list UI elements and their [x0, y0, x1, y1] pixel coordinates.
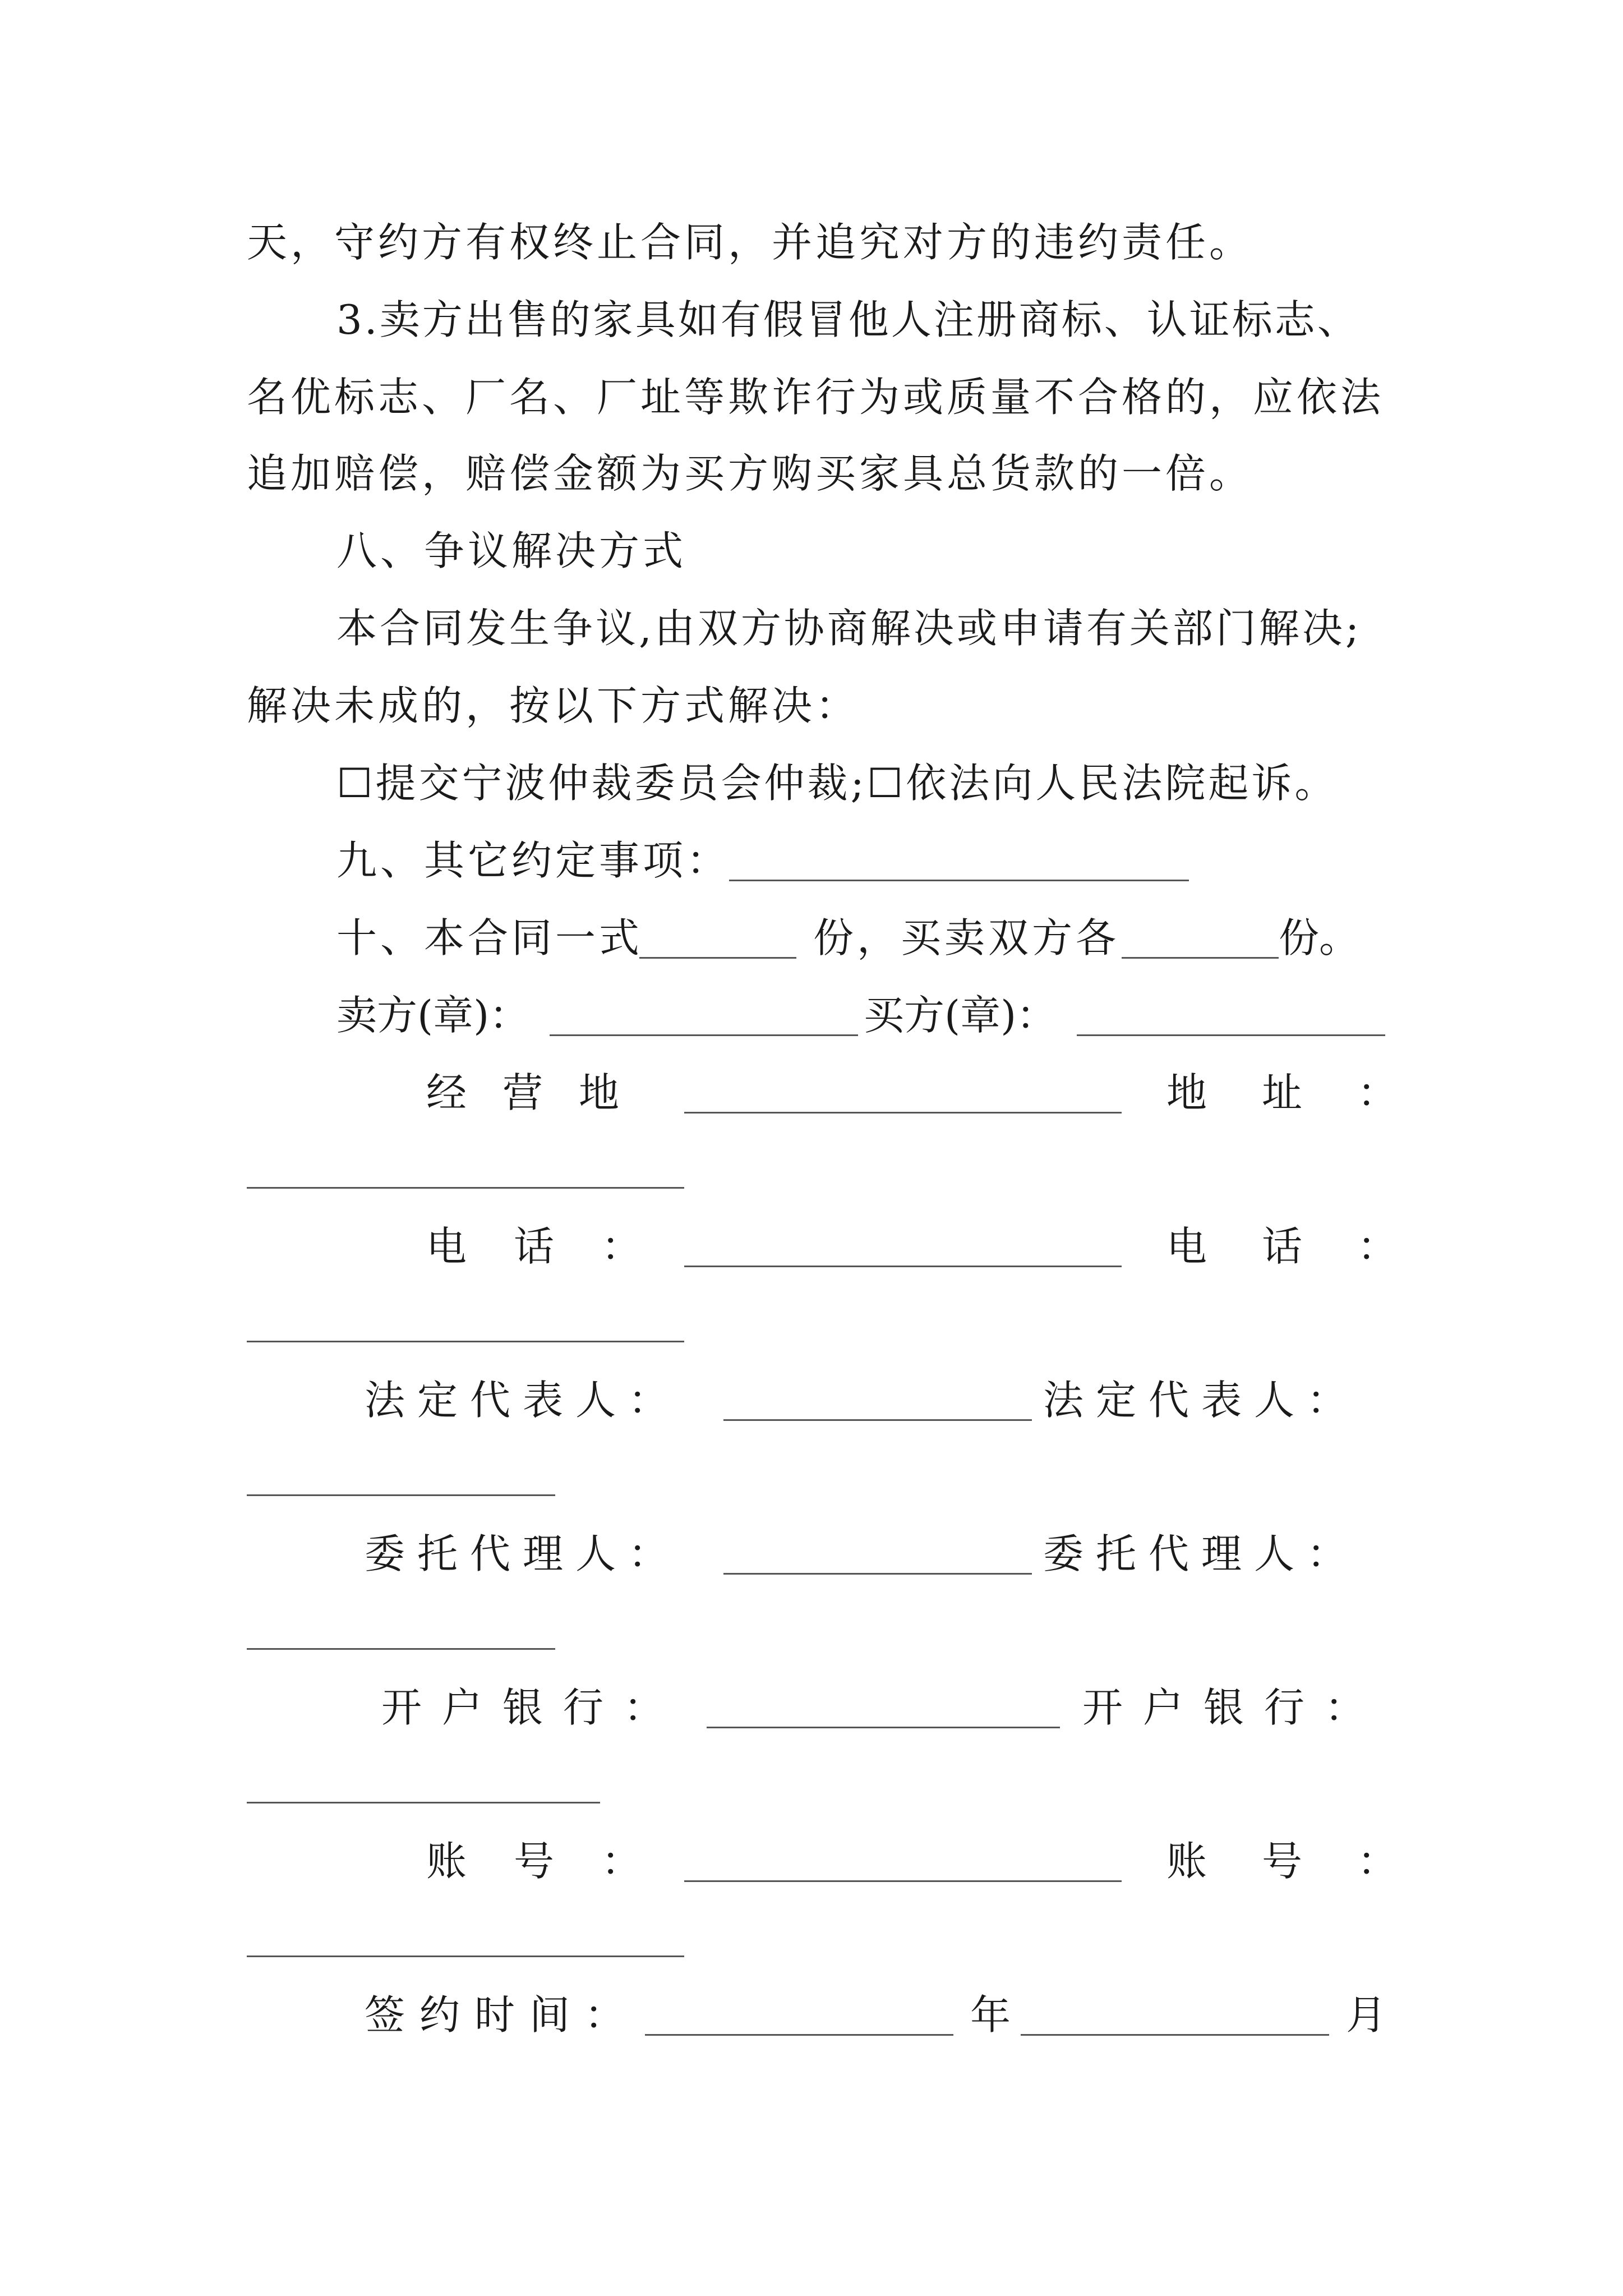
- legal-rep-label-right: 法定代表人：: [1043, 1377, 1360, 1424]
- legal-rep-label-left: 法定代表人：: [365, 1377, 681, 1424]
- phone-blank-left[interactable]: [684, 1266, 1122, 1267]
- clause-text-line: 名优标志、厂名、厂址等欺诈行为或质量不合格的，应依法: [247, 374, 1385, 421]
- signing-month-label: 月: [1346, 1991, 1387, 2039]
- agent-label-right: 委托代理人：: [1043, 1530, 1360, 1577]
- seller-seal-blank[interactable]: [550, 1034, 858, 1036]
- copies-mid: 份，买卖双方各: [813, 914, 1120, 961]
- signing-year-label: 年: [970, 1991, 1011, 2039]
- bank-blank-right[interactable]: [247, 1802, 600, 1803]
- clause-3-line: 3.卖方出售的家具如有假冒他人注册商标、认证标志、: [336, 296, 1360, 343]
- copies-total-blank[interactable]: [639, 957, 796, 959]
- account-label-right: 账号：: [1166, 1838, 1453, 1885]
- clause-text-line: 追加赔偿，赔偿金额为买方购买家具总货款的一倍。: [247, 450, 1253, 497]
- other-terms-label: 九、其它约定事项：: [336, 837, 731, 884]
- account-blank-right[interactable]: [247, 1955, 684, 1957]
- phone-label-right: 电话：: [1166, 1223, 1453, 1270]
- phone-blank-right[interactable]: [247, 1341, 684, 1342]
- phone-label-left: 电话：: [426, 1223, 689, 1270]
- address-label-right: 地址：: [1166, 1069, 1453, 1116]
- address-blank-left[interactable]: [684, 1112, 1122, 1114]
- bank-label-right: 开户银行：: [1082, 1684, 1386, 1731]
- address-blank-right[interactable]: [247, 1187, 684, 1189]
- dispute-options-line: ☐提交宁波仲裁委员会仲裁;☐依法向人民法院起诉。: [336, 760, 1338, 807]
- agent-label-left: 委托代理人：: [365, 1530, 681, 1577]
- address-label-left: 经营地: [426, 1069, 656, 1116]
- legal-rep-blank-left[interactable]: [723, 1419, 1032, 1421]
- legal-rep-blank-right[interactable]: [247, 1494, 555, 1496]
- account-label-left: 账号：: [426, 1838, 689, 1885]
- copies-suffix: 份。: [1279, 914, 1360, 961]
- bank-blank-left[interactable]: [707, 1727, 1060, 1728]
- other-terms-blank[interactable]: [729, 880, 1189, 881]
- agent-blank-left[interactable]: [723, 1573, 1032, 1575]
- signing-month-blank[interactable]: [1021, 2034, 1329, 2036]
- signing-year-blank[interactable]: [645, 2034, 953, 2036]
- copies-prefix: 十、本合同一式: [336, 914, 643, 961]
- bank-label-left: 开户银行：: [381, 1684, 685, 1731]
- buyer-seal-label: 买方(章)：: [864, 992, 1057, 1039]
- copies-each-blank[interactable]: [1122, 957, 1279, 959]
- clause-text-line: 天，守约方有权终止合同，并追究对方的违约责任。: [247, 219, 1253, 266]
- seller-seal-label: 卖方(章)：: [336, 992, 530, 1039]
- dispute-text-line: 解决未成的，按以下方式解决：: [247, 682, 860, 729]
- signing-date-label: 签约时间：: [365, 1991, 640, 2039]
- dispute-text-line: 本合同发生争议,由双方协商解决或申请有关部门解决;: [336, 605, 1362, 652]
- account-blank-left[interactable]: [684, 1880, 1122, 1882]
- buyer-seal-blank[interactable]: [1077, 1034, 1385, 1036]
- section-heading: 八、争议解决方式: [336, 527, 687, 574]
- agent-blank-right[interactable]: [247, 1648, 555, 1650]
